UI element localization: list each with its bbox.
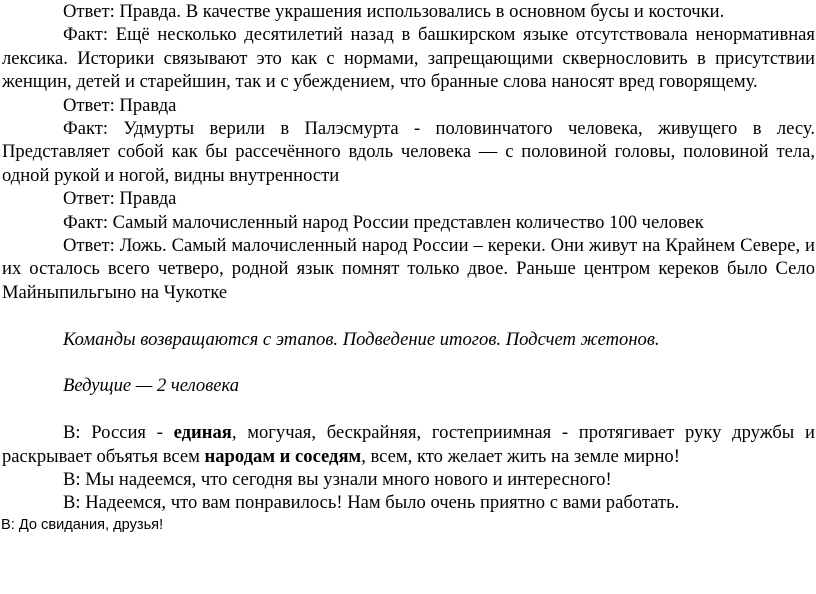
fact-paragraph-udmurt: Факт: Удмурты верили в Палэсмурта - половинчатого человека, живущего в лесу. Представляет собой как бы рассечённого вдоль человека — с половиной головы, половиной тела, одной рукой и ногой, видны внутренности xyxy=(2,118,815,186)
host-line-russia xyxy=(0,421,816,468)
host-line-hope: В: Мы надеемся, что сегодня вы узнали много нового и интересного! xyxy=(63,469,612,491)
italic-hosts-note: Ведущие — 2 человека xyxy=(63,375,240,397)
answer-paragraph-kereki: Ответ: Ложь. Самый малочисленный народ России – кереки. Они живут на Крайнем Севере, и их осталось всего четверо, родной язык помнят только двое. Раньше центром кереков было Село Майныпильгыно на Чукотке xyxy=(2,235,815,303)
fact-paragraph-bashkir: Факт: Ещё несколько десятилетий назад в башкирском языке отсутствовала ненормативная лексика. Историки связывают это как с нормами, запрещающими сквернословить в присутствии женщин, детей и старейшин, так и с убеждением, что бранные слова наносят вред говорящему. xyxy=(2,24,815,93)
host-line-enjoyed: В: Надеемся, что вам понравилось! Нам было очень приятно с вами работать. xyxy=(63,492,680,514)
bold-phrase-peoples: народам и соседям xyxy=(204,445,362,467)
answer-paragraph-1: Ответ: Правда. В качестве украшения использовались в основном бусы и косточки. xyxy=(63,1,725,22)
host-line-goodbye: В: До свидания, друзья! xyxy=(1,516,164,533)
host-line-russia-part-e: , всем, кто желает жить на земле мирно! xyxy=(361,445,680,467)
italic-stage-note: Команды возвращаются с этапов. Подведение итогов. Подсчет жетонов. xyxy=(63,328,660,350)
blank-line xyxy=(0,398,816,421)
host-line-russia-part-c: , могучая, бескрайняя, гостеприимная - протягивает руку дружбы и раскрывает объятья всем xyxy=(2,422,815,467)
host-line-russia-part-a: В: Россия - xyxy=(63,422,174,444)
blank-line xyxy=(0,351,816,374)
blank-line xyxy=(0,304,816,327)
answer-paragraph-2: Ответ: Правда xyxy=(63,94,177,116)
bold-word-united: единая xyxy=(173,422,232,444)
answer-paragraph-3: Ответ: Правда xyxy=(63,188,177,210)
fact-paragraph-smallest-people: Факт: Самый малочисленный народ России представлен количество 100 человек xyxy=(63,211,704,233)
